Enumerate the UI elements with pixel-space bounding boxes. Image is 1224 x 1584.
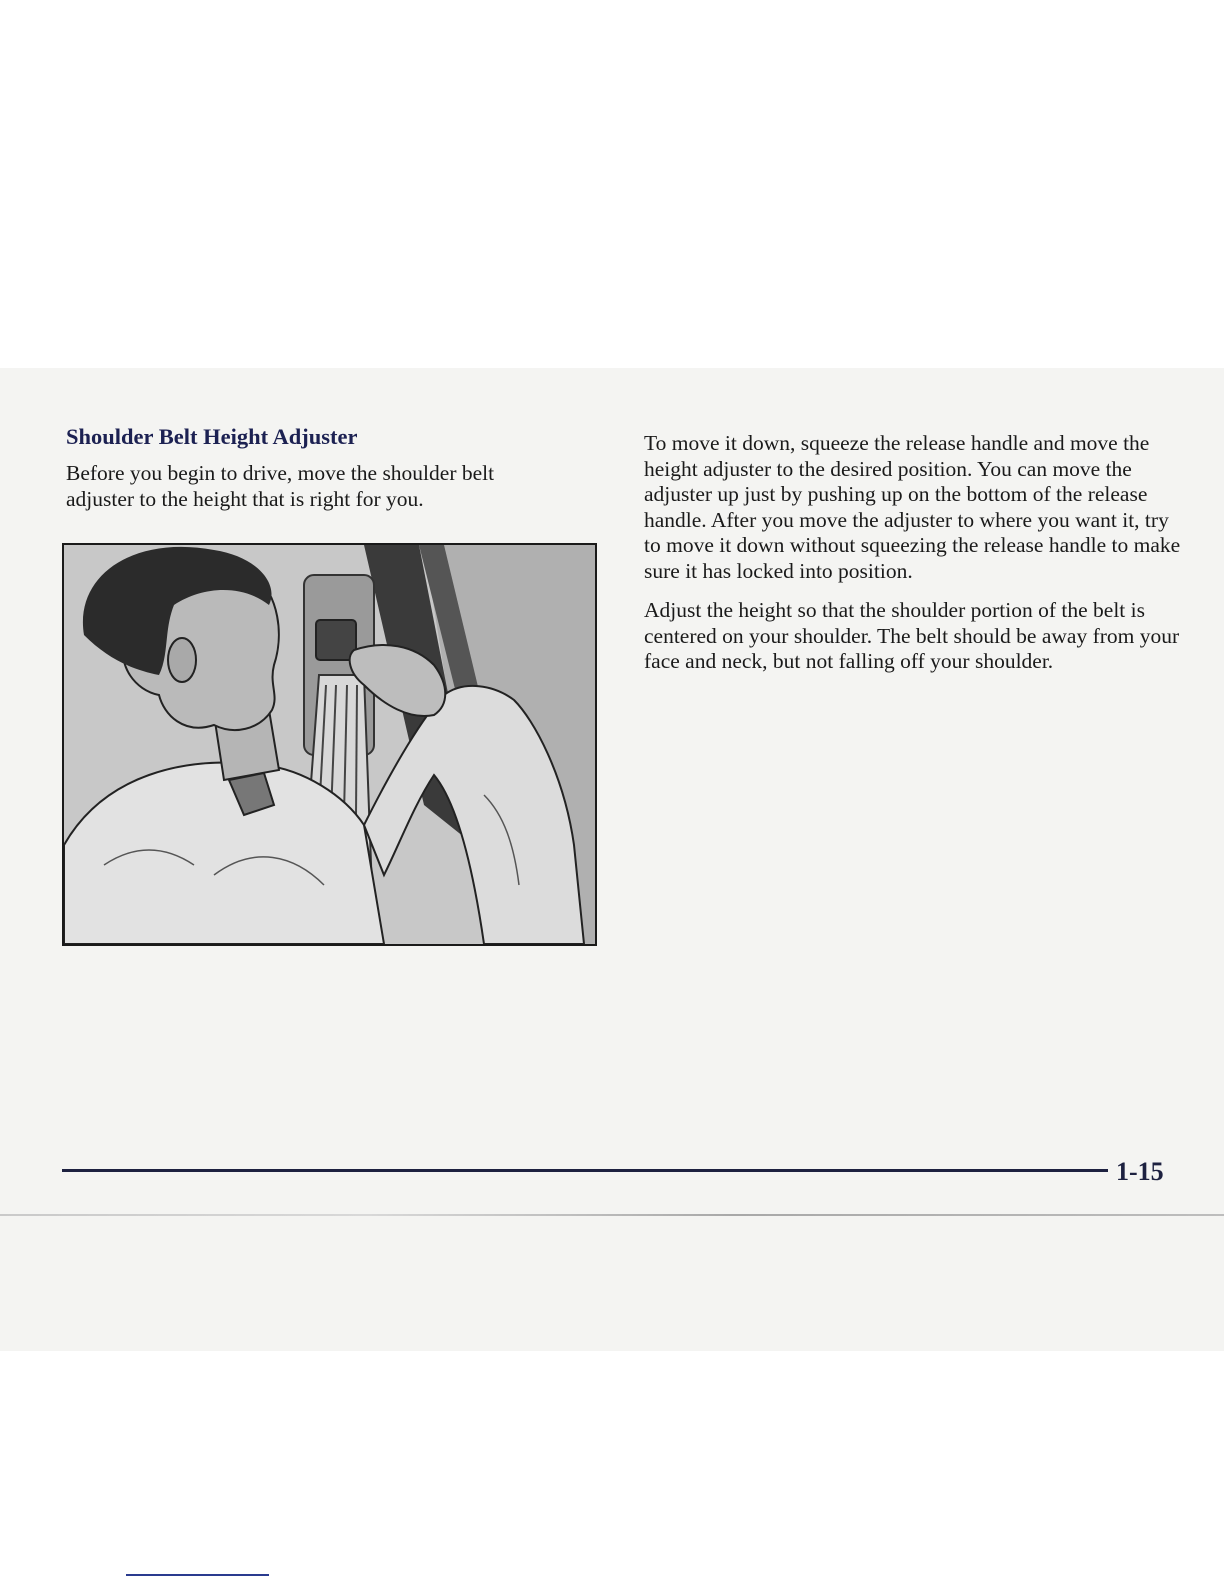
shoulder-belt-illustration <box>62 543 597 946</box>
scan-edge-line <box>0 1214 1224 1216</box>
section-heading: Shoulder Belt Height Adjuster <box>66 424 358 449</box>
release-handle-paragraph: To move it down, squeeze the release handle and move the height adjuster to the desired position. You can move the adjuster up just by pushing up on the bottom of the release handle. After you move the adjuster to where you want it, try to move it down without squeezing the release handle to make sure it has locked into position. <box>644 431 1181 583</box>
footer-rule <box>62 1169 1108 1172</box>
bottom-mark-line <box>126 1574 269 1576</box>
page-number: 1-15 <box>1116 1157 1164 1186</box>
belt-position-paragraph: Adjust the height so that the shoulder portion of the belt is centered on your shoulder. The belt should be away from your face and neck, but not falling off your shoulder. <box>644 598 1180 674</box>
intro-paragraph: Before you begin to drive, move the shoulder belt adjuster to the height that is right for you. <box>66 461 495 511</box>
